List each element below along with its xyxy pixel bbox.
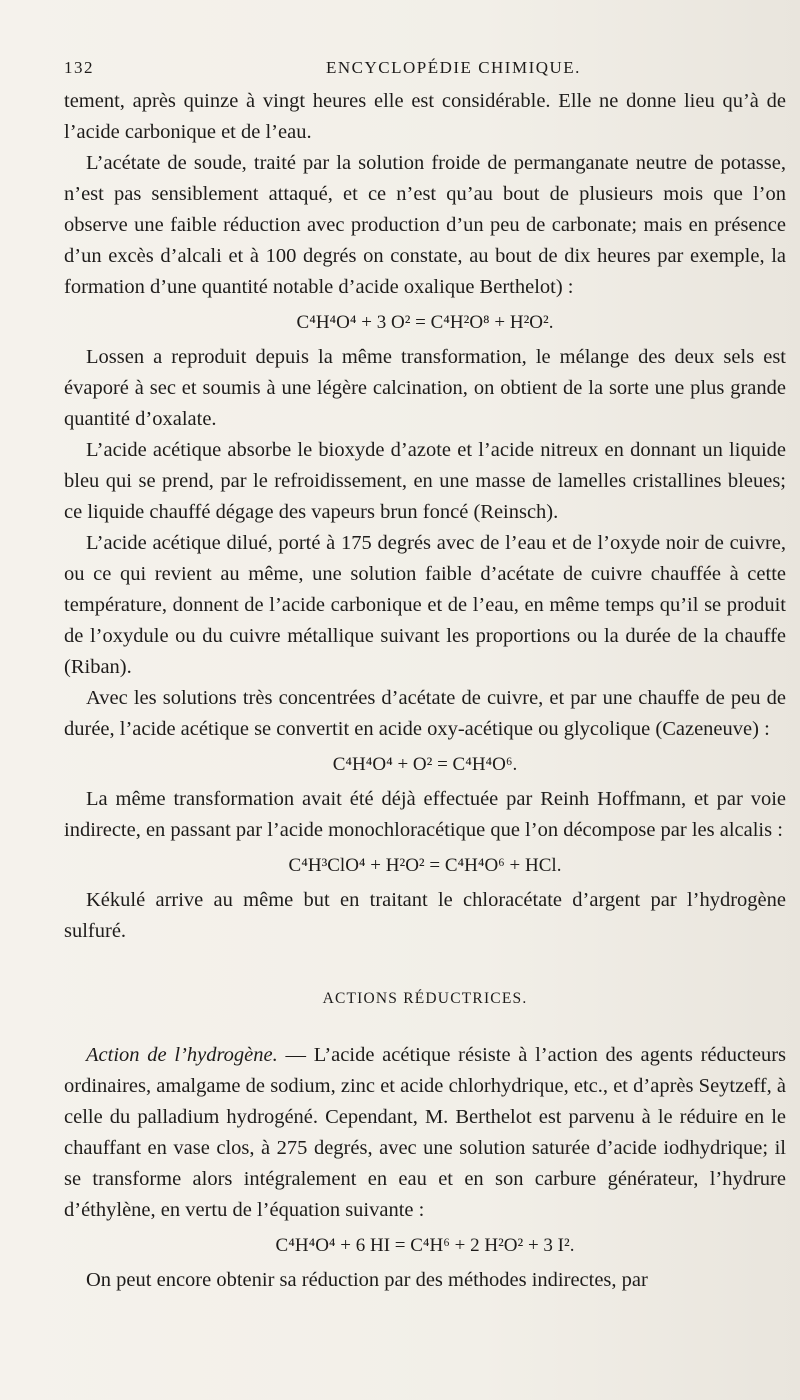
page-header bbox=[64, 58, 784, 82]
section-title: ACTIONS RÉDUCTRICES. bbox=[322, 990, 528, 1007]
paragraph: On peut encore obtenir sa réduction par des méthodes indirectes, par bbox=[86, 1269, 648, 1291]
chemical-formula: C⁴H⁴O⁴ + 6 HI = C⁴H⁶ + 2 H²O² + 3 I². bbox=[275, 1235, 575, 1256]
page-number: 132 bbox=[64, 58, 94, 77]
chemical-formula: C⁴H⁴O⁴ + 3 O² = C⁴H²O⁸ + H²O². bbox=[296, 312, 554, 333]
paragraph: L’acide acétique absorbe le bioxyde d’azote et l’acide nitreux en donnant un liquide bleu qui se prend, par le refroidissement, en une masse de lamelles cristallines bleues; ce liquide chauffé dégage des vapeurs brun foncé (Reinsch). bbox=[64, 439, 786, 523]
running-title: ENCYCLOPÉDIE CHIMIQUE. bbox=[326, 58, 581, 77]
paragraph: tement, après quinze à vingt heures elle est considérable. Elle ne donne lieu qu’à de l’acide carbonique et de l’eau. bbox=[64, 90, 786, 143]
paragraph-text: — L’acide acétique résiste à l’action des agents réducteurs ordinaires, amalgame de sodium, zinc et acide chlorhydrique, etc., et d’après Seytzeff, à celle du palladium hydrogéné. Cependant, M. Berthelot est parvenu à le réduire en le chauffant en vase clos, à 275 degrés, avec une solution saturée d’acide iodhydrique; il se transforme alors intégralement en eau et en son carbure générateur, l’hydrure d’éthylène, en vertu de l’équation suivante : bbox=[64, 1044, 786, 1221]
paragraph: La même transformation avait été déjà effectuée par Reinh Hoffmann, et par voie indirecte, en passant par l’acide monochloracétique que l’on décompose par les alcalis : bbox=[64, 788, 786, 841]
chemical-formula: C⁴H³ClO⁴ + H²O² = C⁴H⁴O⁶ + HCl. bbox=[288, 855, 562, 876]
paragraph: L’acide acétique dilué, porté à 175 degrés avec de l’eau et de l’oxyde noir de cuivre, ou ce qui revient au même, une solution faible d’acétate de cuivre chauffée à cette température, donnent de l’acide carbonique et de l’eau, en même temps qu’il se produit de l’oxydule ou du cuivre métallique suivant les proportions ou la durée de la chauffe (Riban). bbox=[64, 532, 786, 678]
body-text bbox=[64, 86, 786, 1296]
chemical-formula: C⁴H⁴O⁴ + O² = C⁴H⁴O⁶. bbox=[332, 754, 518, 775]
paragraph-lead: Action de l’hydrogène. bbox=[86, 1044, 278, 1066]
paragraph: Avec les solutions très concentrées d’acétate de cuivre, et par une chauffe de peu de durée, l’acide acétique se convertit en acide oxy-acétique ou glycolique (Cazeneuve) : bbox=[64, 687, 786, 740]
paragraph: Lossen a reproduit depuis la même transformation, le mélange des deux sels est évaporé à sec et soumis à une légère calcination, on obtient de la sorte une plus grande quantité d’oxalate. bbox=[64, 346, 786, 430]
paragraph: Kékulé arrive au même but en traitant le chloracétate d’argent par l’hydrogène sulfuré. bbox=[64, 889, 786, 942]
paragraph bbox=[64, 1040, 786, 1226]
paragraph: L’acétate de soude, traité par la solution froide de permanganate neutre de potasse, n’est pas sensiblement attaqué, et ce n’est qu’au bout de plusieurs mois que l’on observe une faible réduction avec production d’un peu de carbonate; mais en présence d’un excès d’alcali et à 100 degrés on constate, au bout de dix heures par exemple, la formation d’une quantité notable d’acide oxalique Berthelot) : bbox=[64, 152, 786, 298]
